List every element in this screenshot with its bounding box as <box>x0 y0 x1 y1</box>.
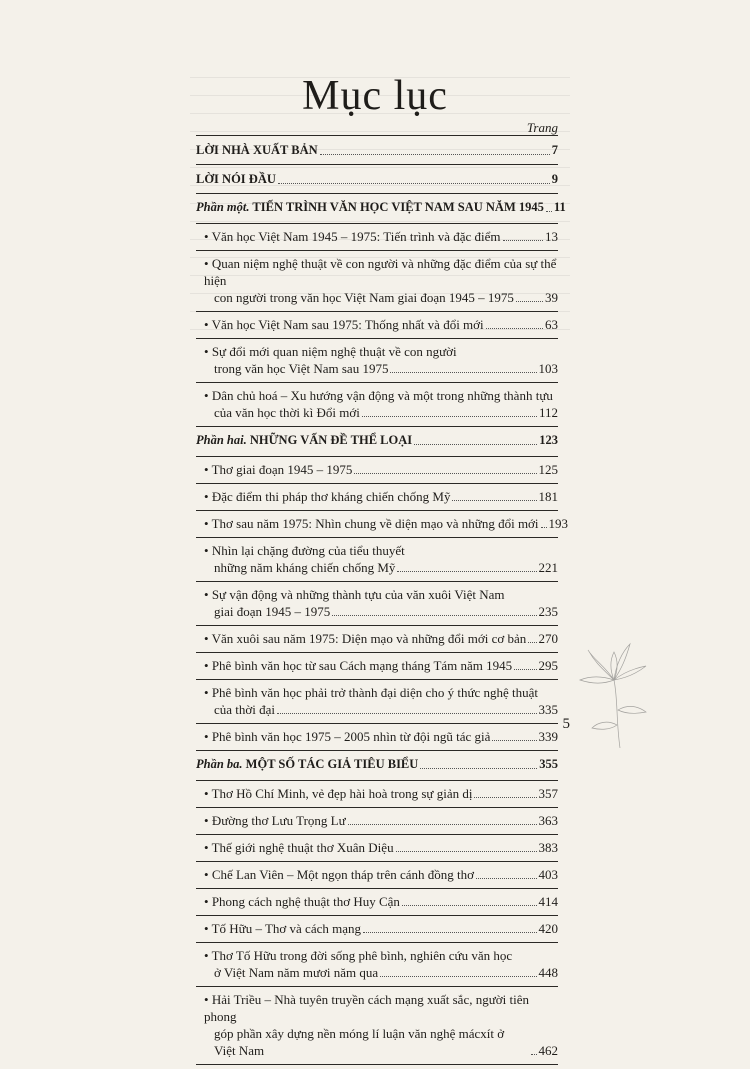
toc-entry <box>196 515 569 532</box>
toc-entry <box>196 586 558 620</box>
toc-entry-label: • Sự đổi mới quan niệm nghệ thuật về con người <box>204 343 558 360</box>
part-name: NHỮNG VẤN ĐỀ THỂ LOẠI <box>249 433 413 447</box>
leader-dots <box>380 976 536 977</box>
toc-entry-label: • Chế Lan Viên – Một ngọn tháp trên cánh đồng thơ <box>204 866 474 883</box>
part-page: 11 <box>553 200 566 214</box>
table-of-contents <box>196 132 569 1069</box>
page-column-label: Trang <box>526 120 558 135</box>
leader-dots <box>414 444 537 445</box>
rule-line <box>196 483 558 484</box>
toc-entry-label: • Phê bình văn học từ sau Cách mạng tháng Tám năm 1945 <box>204 657 512 674</box>
toc-entry-continuation <box>204 1025 558 1059</box>
rule-line <box>196 311 558 312</box>
rule-line <box>196 382 558 383</box>
rule-line <box>196 679 558 680</box>
rule-line <box>196 625 558 626</box>
toc-entry-page: 462 <box>538 1043 558 1058</box>
toc-entry-label: • Dân chủ hoá – Xu hướng vận động và một trong những thành tựu <box>204 387 558 404</box>
toc-entry <box>196 542 558 576</box>
page-number: 5 <box>562 716 570 732</box>
rule-line <box>196 915 558 916</box>
front-matter-page: 9 <box>551 172 558 186</box>
leader-dots <box>476 878 536 879</box>
leader-dots <box>362 416 537 417</box>
toc-entry <box>196 893 558 910</box>
leader-dots <box>486 328 543 329</box>
spacer <box>196 306 558 308</box>
leader-dots <box>390 372 536 373</box>
toc-entry-label-cont: góp phần xây dựng nền móng lí luận văn nghệ mácxít ở Việt Nam <box>214 1026 505 1058</box>
rule-line <box>196 250 558 251</box>
toc-entry-label-cont: những năm kháng chiến chống Mỹ <box>214 560 396 575</box>
toc-entry-page: 335 <box>538 702 558 717</box>
part-title <box>196 199 544 216</box>
spacer <box>196 377 558 379</box>
toc-entry-page: 363 <box>538 813 558 828</box>
toc-entry-label: • Văn xuôi sau năm 1975: Diện mạo và những đổi mới cơ bản <box>204 630 526 647</box>
rule-line <box>196 652 558 653</box>
leader-dots <box>474 797 536 798</box>
leader-dots <box>402 905 537 906</box>
toc-entry <box>196 461 558 478</box>
part-page: 123 <box>539 433 558 447</box>
leader-dots <box>546 211 552 212</box>
spacer <box>196 883 558 885</box>
leader-dots <box>420 768 537 769</box>
toc-entry-label: • Phê bình văn học 1975 – 2005 nhìn từ đội ngũ tác giả <box>204 728 490 745</box>
front-matter-page: 7 <box>551 143 558 157</box>
toc-entry <box>196 228 558 245</box>
toc-entry-page: 339 <box>538 729 558 744</box>
rule-line <box>196 338 558 339</box>
toc-entry-label: • Nhìn lại chặng đường của tiểu thuyết <box>204 542 558 559</box>
leader-dots <box>541 527 547 528</box>
toc-entry-label: • Thơ Hồ Chí Minh, vẻ đẹp hài hoà trong sự giản dị <box>204 785 472 802</box>
spacer <box>196 981 558 983</box>
spacer <box>196 532 558 534</box>
leader-dots <box>492 740 536 741</box>
toc-entry-page: 295 <box>538 658 558 673</box>
toc-entry <box>196 839 558 856</box>
toc-entry-page: 112 <box>538 405 558 420</box>
toc-entry-page: 103 <box>538 361 558 376</box>
part-prefix: Phần hai. <box>196 433 247 447</box>
leader-dots <box>503 240 544 241</box>
toc-entry <box>196 991 558 1059</box>
part-title <box>196 432 412 449</box>
toc-entry-page: 383 <box>538 840 558 855</box>
part-page: 355 <box>539 757 558 771</box>
toc-entry-label: • Phong cách nghệ thuật thơ Huy Cận <box>204 893 400 910</box>
rule-line <box>196 456 558 457</box>
part-name: TIẾN TRÌNH VĂN HỌC VIỆT NAM SAU NĂM 1945 <box>252 200 544 214</box>
rule-line <box>196 723 558 724</box>
toc-entry <box>196 387 558 421</box>
leader-dots <box>528 642 536 643</box>
toc-entry-continuation <box>204 289 558 306</box>
rule-line <box>196 135 558 136</box>
leader-dots <box>332 615 536 616</box>
leader-dots <box>277 713 536 714</box>
part-title <box>196 756 418 773</box>
part-prefix: Phần ba. <box>196 757 243 771</box>
toc-entry-label-cont: giai đoạn 1945 – 1975 <box>214 604 331 619</box>
spacer <box>196 576 558 578</box>
toc-entry-label: • Tố Hữu – Thơ và cách mạng <box>204 920 361 937</box>
toc-entry-label: • Quan niệm nghệ thuật về con người và những đặc điểm của sự thể hiện <box>204 255 558 289</box>
toc-entry-label-cont: con người trong văn học Việt Nam giai đoạn 1945 – 1975 <box>214 290 514 305</box>
toc-entry-label-cont: của thời đại <box>214 702 276 717</box>
toc-entry-label-cont: ở Việt Nam năm mươi năm qua <box>214 965 379 980</box>
toc-entry <box>196 488 558 505</box>
toc-entry-continuation <box>204 701 558 718</box>
spacer <box>196 745 558 747</box>
spacer <box>196 856 558 858</box>
spacer <box>196 451 558 453</box>
toc-entry-page: 357 <box>538 786 558 801</box>
toc-entry-label: • Văn học Việt Nam sau 1975: Thống nhất và đổi mới <box>204 316 484 333</box>
rule-line <box>196 193 558 194</box>
rule-line <box>196 537 558 538</box>
rule-line <box>196 942 558 943</box>
toc-entry <box>196 630 558 647</box>
toc-entry-continuation <box>204 559 558 576</box>
rule-line <box>196 888 558 889</box>
toc-entry-page: 13 <box>545 229 558 244</box>
toc-entry-page: 448 <box>538 965 558 980</box>
toc-entry-page: 181 <box>538 489 558 504</box>
leader-dots <box>531 1054 537 1055</box>
toc-entry-label: • Thơ Tố Hữu trong đời sống phê bình, nghiên cứu văn học <box>204 947 558 964</box>
spacer <box>196 775 558 777</box>
leader-dots <box>278 183 550 184</box>
rule-line <box>196 164 558 165</box>
spacer <box>196 620 558 622</box>
leader-dots <box>396 851 537 852</box>
spacer <box>196 937 558 939</box>
leader-dots <box>363 932 537 933</box>
front-matter-item <box>196 169 558 190</box>
toc-entry-page: 125 <box>538 462 558 477</box>
part-heading <box>196 431 558 451</box>
spacer <box>196 333 558 335</box>
spacer <box>196 218 558 220</box>
toc-entry-page: 414 <box>538 894 558 909</box>
spacer <box>196 674 558 676</box>
leader-dots <box>354 473 536 474</box>
toc-entry <box>196 812 558 829</box>
toc-entry-label: • Thế giới nghệ thuật thơ Xuân Diệu <box>204 839 394 856</box>
rule-line <box>196 834 558 835</box>
toc-entry-page: 63 <box>545 317 558 332</box>
toc-entry <box>196 728 558 745</box>
toc-entry-continuation <box>204 360 558 377</box>
rule-line <box>196 426 558 427</box>
leader-dots <box>514 669 536 670</box>
toc-entry <box>196 866 558 883</box>
toc-entry-page: 221 <box>538 560 558 575</box>
leader-dots <box>516 301 543 302</box>
toc-entry-page: 420 <box>538 921 558 936</box>
toc-entry-label-cont: trong văn học Việt Nam sau 1975 <box>214 361 389 376</box>
part-name: MỘT SỐ TÁC GIẢ TIÊU BIỂU <box>245 757 419 771</box>
leader-dots <box>320 154 550 155</box>
toc-entry <box>196 785 558 802</box>
rule-line <box>196 807 558 808</box>
spacer <box>196 910 558 912</box>
toc-entry-label: • Thơ giai đoạn 1945 – 1975 <box>204 461 352 478</box>
toc-entry-page: 193 <box>548 516 569 531</box>
spacer <box>196 421 558 423</box>
toc-entry-label: • Thơ sau năm 1975: Nhìn chung về diện mạo và những đổi mới <box>204 515 539 532</box>
toc-entry <box>196 947 558 981</box>
rule-line <box>196 581 558 582</box>
leader-dots <box>452 500 536 501</box>
toc-entry-continuation <box>204 603 558 620</box>
toc-entry <box>196 343 558 377</box>
toc-entry <box>196 316 558 333</box>
spacer <box>196 647 558 649</box>
rule-line <box>196 780 558 781</box>
toc-entry-label: • Hải Triều – Nhà tuyên truyền cách mạng xuất sắc, người tiên phong <box>204 991 558 1025</box>
toc-entry <box>196 657 558 674</box>
rule-line <box>196 986 558 987</box>
part-heading <box>196 755 558 775</box>
front-matter-label: LỜI NÓI ĐẦU <box>196 172 276 186</box>
toc-entry-label: • Phê bình văn học phải trở thành đại diện cho ý thức nghệ thuật <box>204 684 558 701</box>
toc-entry-page: 403 <box>538 867 558 882</box>
rule-line <box>196 861 558 862</box>
toc-entry-continuation <box>204 404 558 421</box>
toc-entry-label: • Đường thơ Lưu Trọng Lư <box>204 812 346 829</box>
rule-line <box>196 510 558 511</box>
leader-dots <box>348 824 537 825</box>
spacer <box>196 718 558 720</box>
spacer <box>196 1059 558 1061</box>
toc-entry <box>196 920 558 937</box>
toc-entry-page: 235 <box>538 604 558 619</box>
spacer <box>196 802 558 804</box>
rule-line <box>196 1064 558 1065</box>
toc-entry-continuation <box>204 964 558 981</box>
spacer <box>196 829 558 831</box>
part-heading <box>196 198 566 218</box>
toc-entry-label: • Đặc điểm thi pháp thơ kháng chiến chống Mỹ <box>204 488 450 505</box>
front-matter-label: LỜI NHÀ XUẤT BẢN <box>196 143 318 157</box>
toc-entry-label: • Văn học Việt Nam 1945 – 1975: Tiến trình và đặc điểm <box>204 228 501 245</box>
rule-line <box>196 223 558 224</box>
spacer <box>196 505 558 507</box>
toc-entry <box>196 684 558 718</box>
toc-entry-page: 39 <box>545 290 558 305</box>
toc-entry-page: 270 <box>538 631 558 646</box>
toc-entry <box>196 255 558 306</box>
page-title: Mục lục <box>302 73 448 119</box>
toc-entry-label-cont: của văn học thời kì Đổi mới <box>214 405 360 420</box>
spacer <box>196 478 558 480</box>
leader-dots <box>397 571 536 572</box>
front-matter-item <box>196 140 558 161</box>
rule-line <box>196 750 558 751</box>
part-prefix: Phần một. <box>196 200 250 214</box>
spacer <box>196 245 558 247</box>
lotus-sketch-icon <box>574 640 654 750</box>
toc-entry-label: • Sự vận động và những thành tựu của văn xuôi Việt Nam <box>204 586 558 603</box>
